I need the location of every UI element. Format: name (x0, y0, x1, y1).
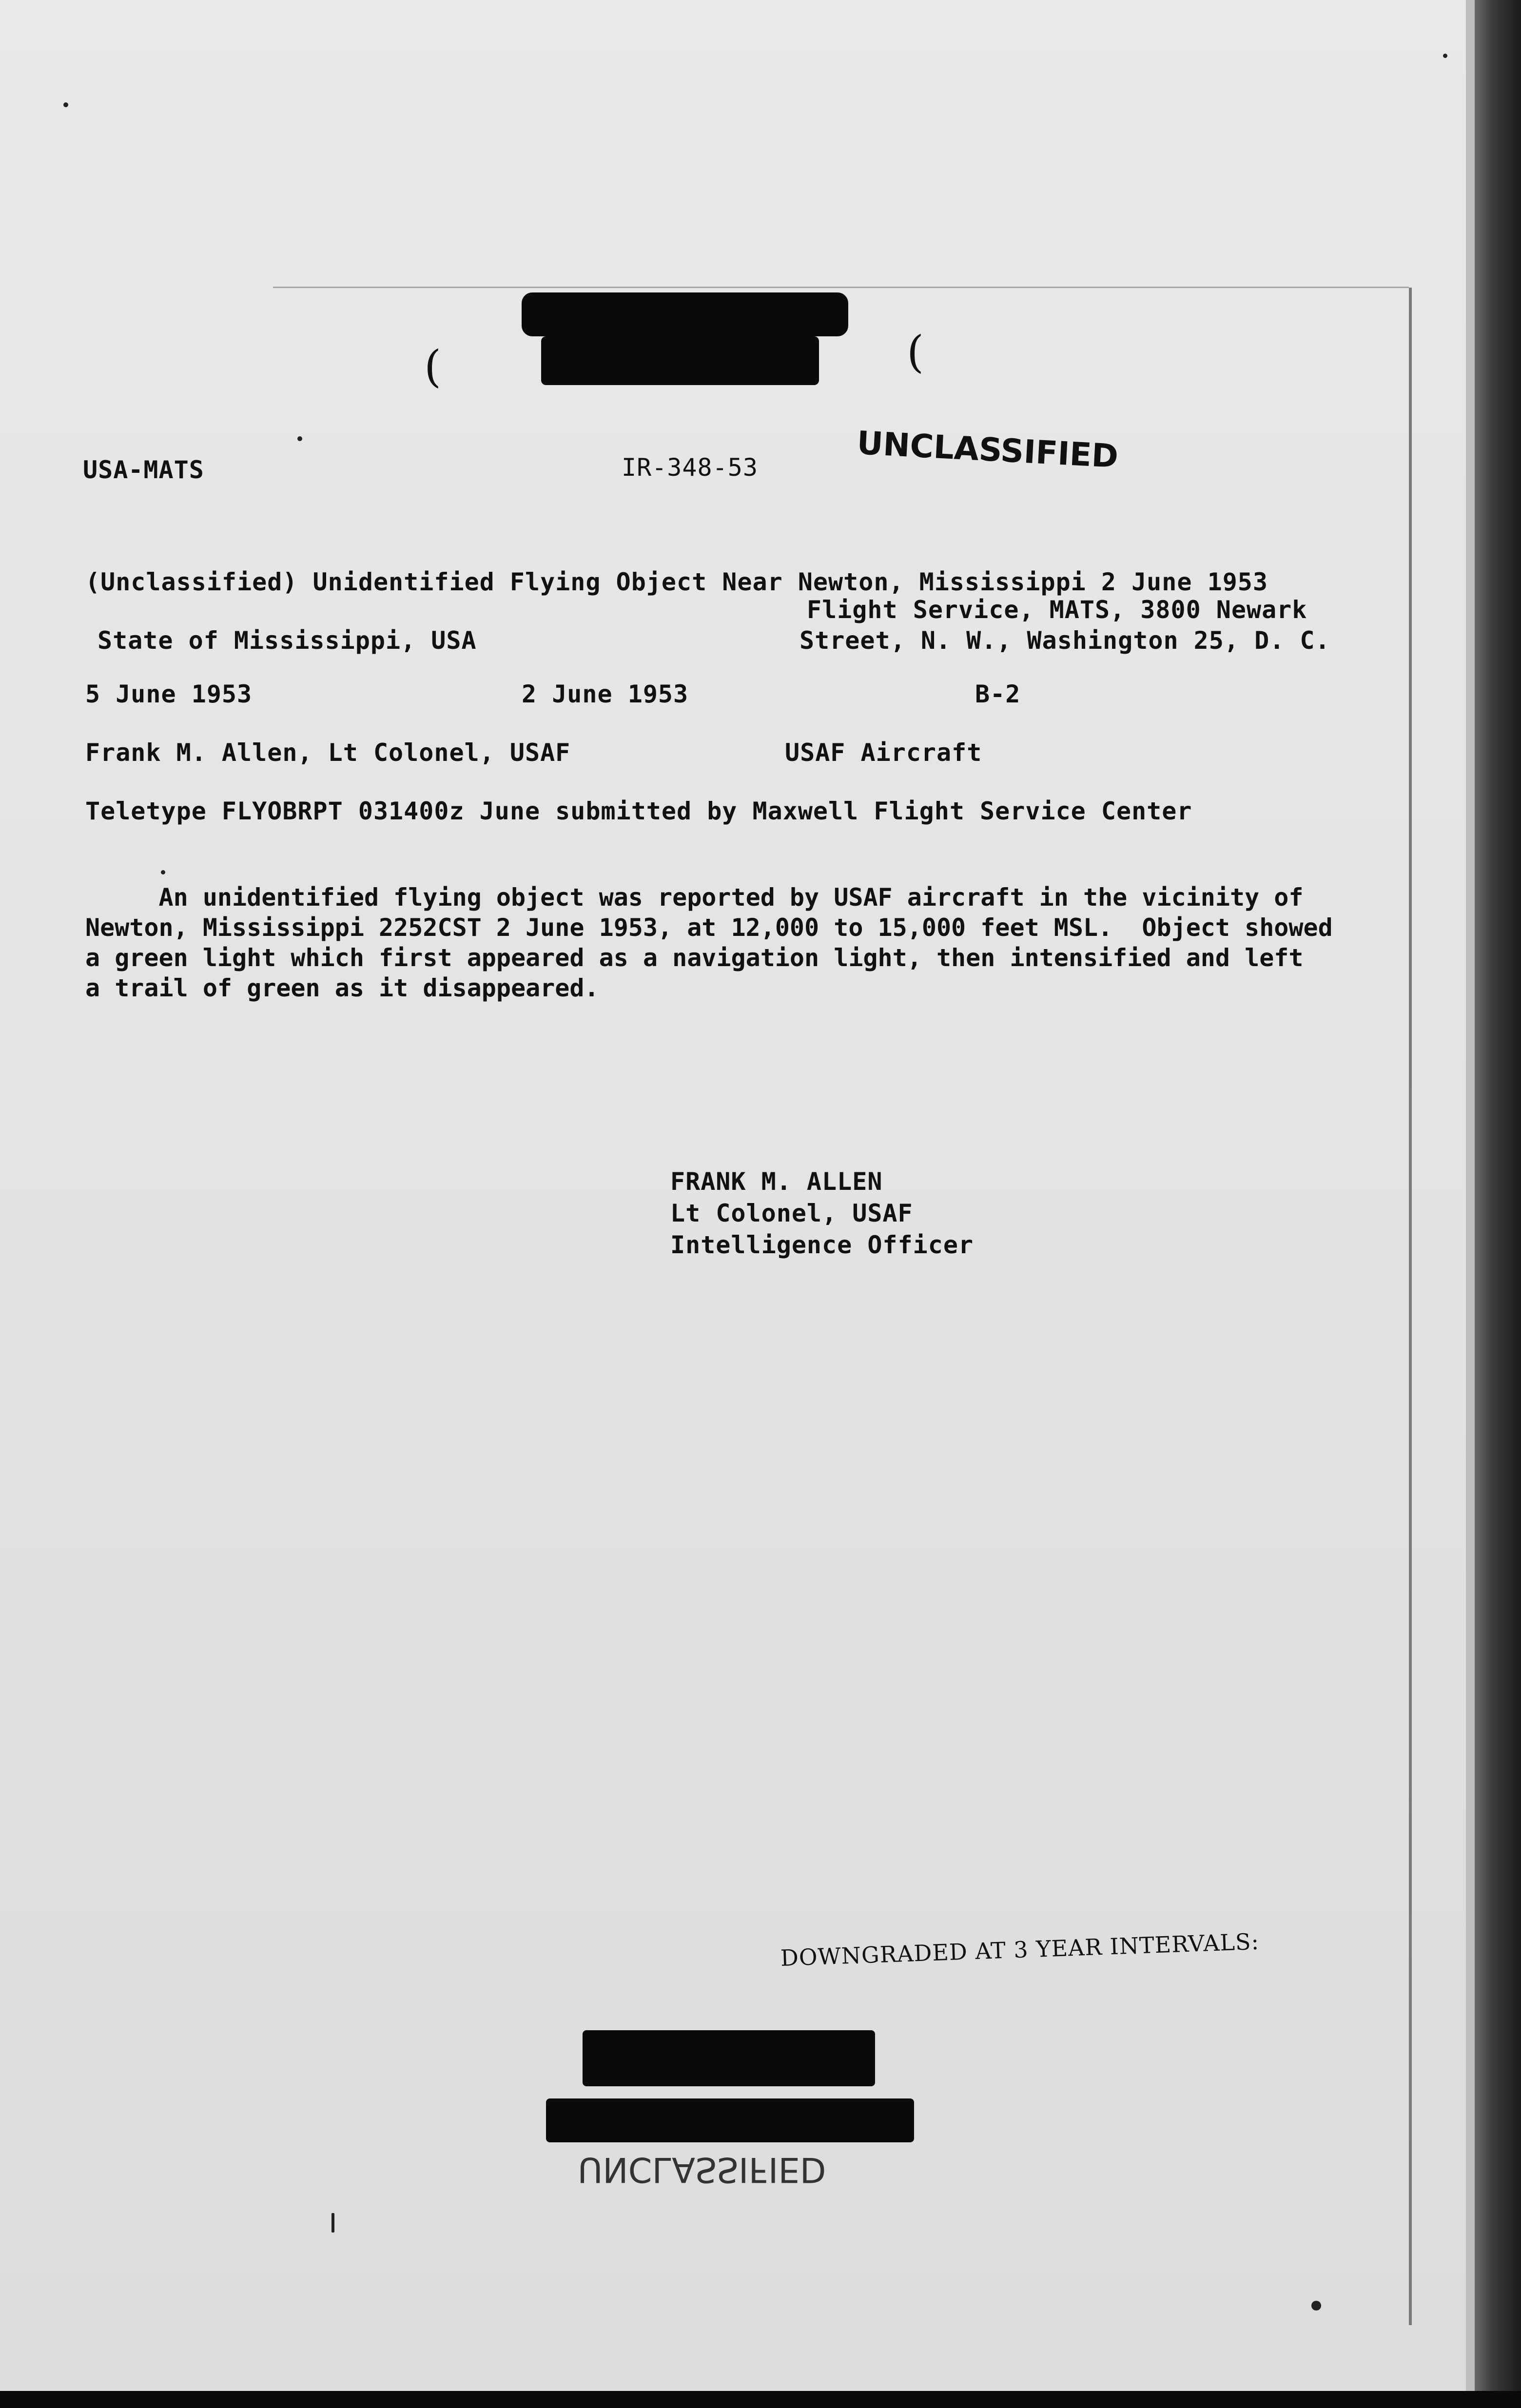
subject-line: (Unclassified) Unidentified Flying Object Near Newton, Mississippi 2 June 1953 (85, 568, 1268, 596)
report-number: IR-348-53 (622, 453, 758, 482)
scan-speck (63, 102, 68, 107)
sheet-right-edge (1409, 288, 1412, 2325)
redaction-top-2 (541, 336, 819, 385)
scan-speck (297, 436, 302, 441)
prepared-by: Frank M. Allen, Lt Colonel, USAF (85, 738, 571, 767)
evaluation: B-2 (975, 680, 1021, 708)
scan-border-right (1475, 0, 1521, 2408)
report-date: 5 June 1953 (85, 680, 253, 708)
source-line-2: Street, N. W., Washington 25, D. C. (800, 626, 1330, 655)
right-paren: ( (907, 327, 924, 378)
signature-name: FRANK M. ALLEN (670, 1167, 883, 1196)
scan-border-bottom (0, 2391, 1521, 2408)
downgrade-notice: DOWNGRADED AT 3 YEAR INTERVALS: (780, 1928, 1260, 1971)
references: Teletype FLYOBRPT 031400z June submitted by Maxwell Flight Service Center (85, 797, 1192, 825)
left-paren: ( (424, 341, 442, 392)
unclassified-stamp-bottom: UNCLASSIFIED (578, 2150, 826, 2190)
signature-rank: Lt Colonel, USAF (670, 1199, 913, 1227)
source-line-1: Flight Service, MATS, 3800 Newark (807, 596, 1307, 624)
signature-title: Intelligence Officer (670, 1231, 974, 1259)
redaction-top-1 (522, 292, 848, 336)
scan-border-line (1466, 0, 1475, 2408)
unclassified-stamp-top: UNCLASSIFIED (856, 424, 1119, 475)
scan-speck (1443, 54, 1447, 58)
scan-speck (1311, 2301, 1321, 2311)
redaction-bottom-1 (583, 2030, 875, 2086)
source-field: USAF Aircraft (785, 738, 982, 767)
scan-speck (332, 2213, 334, 2233)
area-field: State of Mississippi, USA (98, 626, 477, 655)
redaction-bottom-2 (546, 2098, 914, 2142)
sheet-top-edge (273, 287, 1409, 288)
body-paragraph: An unidentified flying object was reported by USAF aircraft in the vicinity of Newton, Mississippi 2252CST 2 June 1953, at 12,000 to 15,000 feet MSL. Object showed a green light which first appeared as a navigation light, then intensified and left a trail of green as it disappeared. (85, 883, 1333, 1002)
scan-speck (161, 870, 165, 874)
info-date: 2 June 1953 (522, 680, 689, 708)
agency-label: USA-MATS (83, 456, 204, 484)
